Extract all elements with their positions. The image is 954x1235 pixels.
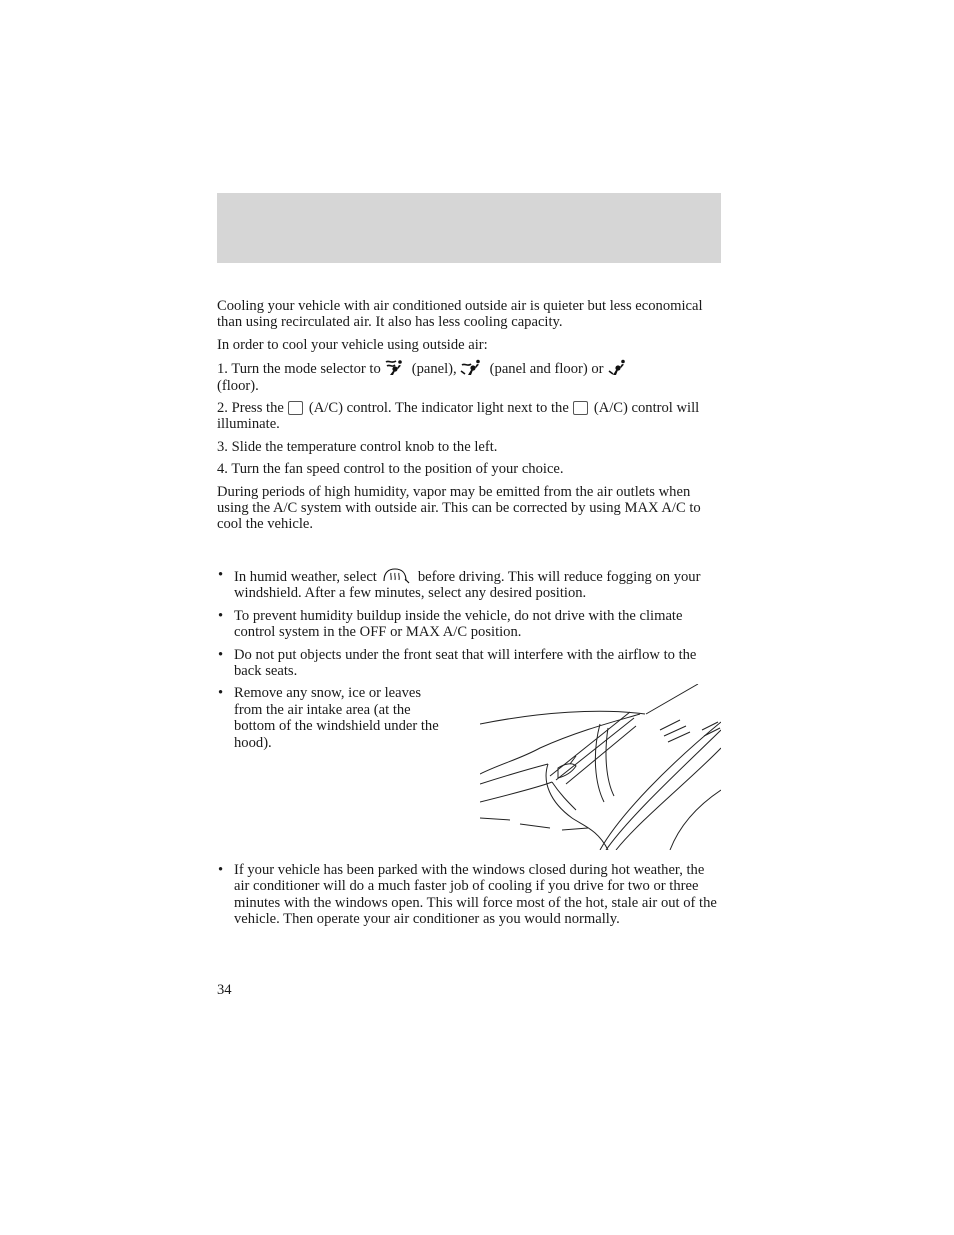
air-intake-illustration xyxy=(480,684,721,850)
bullet: • xyxy=(218,646,224,663)
ac-button-icon xyxy=(288,401,303,415)
list-item: • Do not put objects under the front seat that will interfere with the airflow to the back seats. xyxy=(218,646,697,679)
bullet: • xyxy=(218,685,224,702)
step-3: 3. Slide the temperature control knob to the left. xyxy=(217,438,498,455)
last-tip xyxy=(217,862,721,934)
ac-button-icon xyxy=(573,401,588,415)
list-item: • If your vehicle has been parked with the windows closed during hot weather, the air conditioner will do a much faster job of cooling if you drive for two or three minutes with the windows open. This will force most of the hot, stale air out of the vehicle. Then operate your air conditioner as you would normally. xyxy=(218,862,717,928)
section-header-band xyxy=(217,193,721,263)
humidity-note: During periods of high humidity, vapor may be emitted from the air outlets when using the A/C system with outside air. This can be corrected by using MAX A/C to cool the vehicle. xyxy=(217,483,701,533)
defrost-floor-icon xyxy=(381,567,411,584)
bullet: • xyxy=(218,862,224,878)
bullet: • xyxy=(218,566,224,583)
step-4: 4. Turn the fan speed control to the position of your choice. xyxy=(217,461,564,478)
list-item: • To prevent humidity buildup inside the vehicle, do not drive with the climate control system in the OFF or MAX A/C position. xyxy=(218,607,683,641)
list-item: • Remove any snow, ice or leaves from the air intake area (at the bottom of the windshield under the hood). xyxy=(218,685,439,751)
step-2: 2. Press the (A/C) control. The indicator light next to the (A/C) control will illuminate. xyxy=(217,400,700,433)
instruction-lead: In order to cool your vehicle using outside air: xyxy=(217,336,488,353)
panel-floor-vent-icon xyxy=(460,359,482,376)
step-1: 1. Turn the mode selector to (panel), (panel and floor) or (floor). xyxy=(217,359,721,394)
list-item: • In humid weather, select before driving. This will reduce fogging on your windshield. After a few minutes, select any desired position. xyxy=(218,566,701,602)
tips-list-continued xyxy=(217,862,721,928)
panel-vent-icon xyxy=(384,359,404,376)
intro-paragraph: Cooling your vehicle with air conditioned outside air is quieter but less economical than using recirculated air. It also has less cooling capacity. xyxy=(217,298,703,331)
bullet: • xyxy=(218,607,224,624)
floor-vent-icon xyxy=(607,359,627,376)
page-number: 34 xyxy=(217,982,232,998)
